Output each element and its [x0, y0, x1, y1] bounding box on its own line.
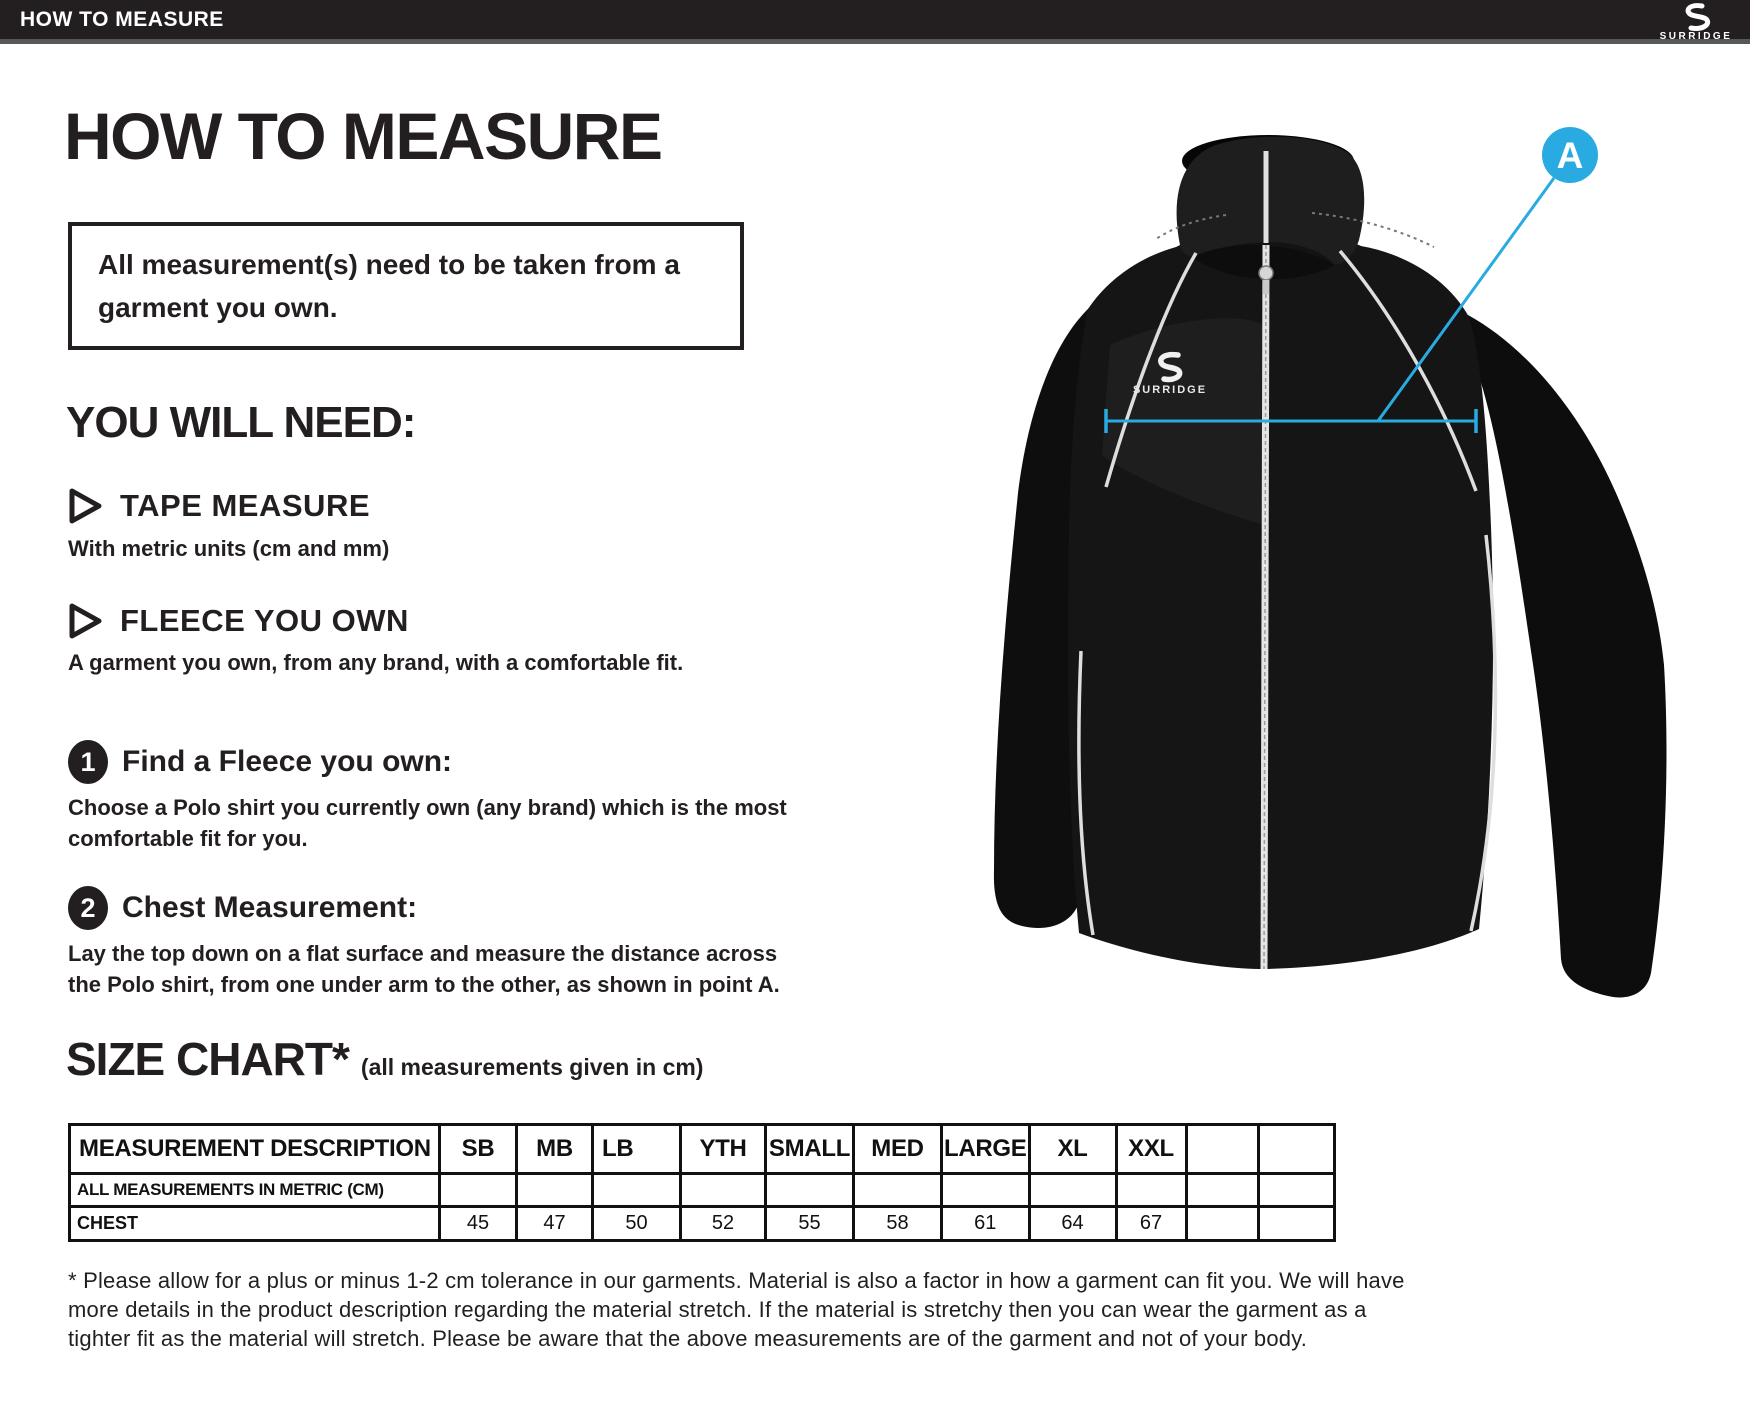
table-cell	[1029, 1174, 1116, 1207]
table-cell	[593, 1174, 681, 1207]
table-row	[70, 1207, 1335, 1241]
table-header-cell: LB	[593, 1125, 681, 1174]
table-cell	[1116, 1174, 1186, 1207]
top-bar	[0, 0, 1750, 44]
table-header-cell: MEASUREMENT DESCRIPTION	[70, 1125, 440, 1174]
table-cell	[681, 1174, 766, 1207]
table-cell	[517, 1174, 593, 1207]
fleece-jacket-illustration	[930, 95, 1750, 1015]
step-text-line: comfortable fit for you.	[68, 826, 308, 851]
step-number-badge: 2	[68, 886, 108, 930]
notice-box	[68, 222, 744, 350]
table-cell	[854, 1174, 942, 1207]
play-triangle-icon	[68, 487, 104, 525]
need-item-desc: With metric units (cm and mm)	[68, 536, 390, 561]
table-row	[70, 1174, 1335, 1207]
jacket-right-sleeve	[1468, 315, 1666, 997]
table-cell: 52	[681, 1207, 766, 1241]
table-header-cell	[1186, 1125, 1258, 1174]
size-chart-heading	[66, 1032, 703, 1086]
top-bar-title: HOW TO MEASURE	[20, 7, 224, 31]
table-header-cell: XL	[1029, 1125, 1116, 1174]
step-1-description	[68, 792, 787, 854]
step-2-heading	[68, 886, 417, 930]
table-cell	[942, 1174, 1030, 1207]
surridge-logo-mark	[1688, 6, 1708, 29]
table-header-cell: LARGE	[942, 1125, 1030, 1174]
table-header-cell: YTH	[681, 1125, 766, 1174]
table-header-cell: XXL	[1116, 1125, 1186, 1174]
step-text-line: Choose a Polo shirt you currently own (any brand) which is the most	[68, 795, 787, 820]
surridge-logo-text: SURRIDGE	[1659, 31, 1733, 42]
table-cell: 47	[517, 1207, 593, 1241]
zipper-pull-tab	[1263, 280, 1269, 294]
you-will-need-heading: YOU WILL NEED:	[66, 398, 416, 447]
notice-text: All measurement(s) need to be taken from a garment you own.	[98, 249, 680, 323]
step-number-badge: 1	[68, 740, 108, 784]
surridge-logo-text: SURRIDGE	[1132, 384, 1208, 396]
table-cell: CHEST	[70, 1207, 440, 1241]
table-cell	[1258, 1174, 1334, 1207]
size-chart-table	[68, 1123, 1336, 1242]
step-title: Chest Measurement:	[122, 891, 418, 924]
step-text-line: the Polo shirt, from one under arm to the other, as shown in point A.	[68, 972, 780, 997]
table-cell: 64	[1029, 1207, 1116, 1241]
table-cell: 55	[766, 1207, 854, 1241]
page-title: HOW TO MEASURE	[64, 99, 662, 173]
step-title: Find a Fleece you own:	[122, 745, 453, 778]
point-a-label: A	[1556, 135, 1584, 176]
need-item-title: TAPE MEASURE	[120, 488, 371, 523]
table-cell	[440, 1174, 517, 1207]
table-header-row	[70, 1125, 1335, 1174]
need-item-fleece	[68, 602, 409, 640]
need-item-tape-measure	[68, 487, 370, 525]
play-triangle-icon	[68, 602, 104, 640]
table-cell: ALL MEASUREMENTS IN METRIC (CM)	[70, 1174, 440, 1207]
table-header-cell: SMALL	[766, 1125, 854, 1174]
step-1-heading	[68, 740, 452, 784]
table-cell	[766, 1174, 854, 1207]
table-header-cell	[1258, 1125, 1334, 1174]
zipper-pull	[1259, 266, 1273, 280]
need-item-desc: A garment you own, from any brand, with a comfortable fit.	[68, 650, 684, 675]
table-cell: 58	[854, 1207, 942, 1241]
table-cell	[1258, 1207, 1334, 1241]
table-cell	[1186, 1174, 1258, 1207]
table-cell: 50	[593, 1207, 681, 1241]
footnote	[68, 1266, 1405, 1353]
table-cell: 45	[440, 1207, 517, 1241]
table-cell: 61	[942, 1207, 1030, 1241]
table-cell	[1186, 1207, 1258, 1241]
table-header-cell: MED	[854, 1125, 942, 1174]
step-text-line: Lay the top down on a flat surface and measure the distance across	[68, 941, 778, 966]
footnote-line: * Please allow for a plus or minus 1-2 cm tolerance in our garments. Material is also a factor in how a garment can fit you. We will have	[68, 1268, 1405, 1293]
table-cell: 67	[1116, 1207, 1186, 1241]
table-header-cell: SB	[440, 1125, 517, 1174]
footnote-line: more details in the product description regarding the material stretch. If the material is stretchy then you can wear the garment as a	[68, 1297, 1367, 1322]
size-chart-title: SIZE CHART*	[66, 1033, 349, 1085]
need-item-title: FLEECE YOU OWN	[120, 603, 409, 638]
step-2-description	[68, 938, 780, 1000]
surridge-logo	[1630, 2, 1740, 42]
table-header-cell: MB	[517, 1125, 593, 1174]
size-chart-note: (all measurements given in cm)	[360, 1054, 704, 1080]
footnote-line: tighter fit as the material will stretch. Please be aware that the above measurements are of the garment and not of your body.	[68, 1326, 1308, 1351]
